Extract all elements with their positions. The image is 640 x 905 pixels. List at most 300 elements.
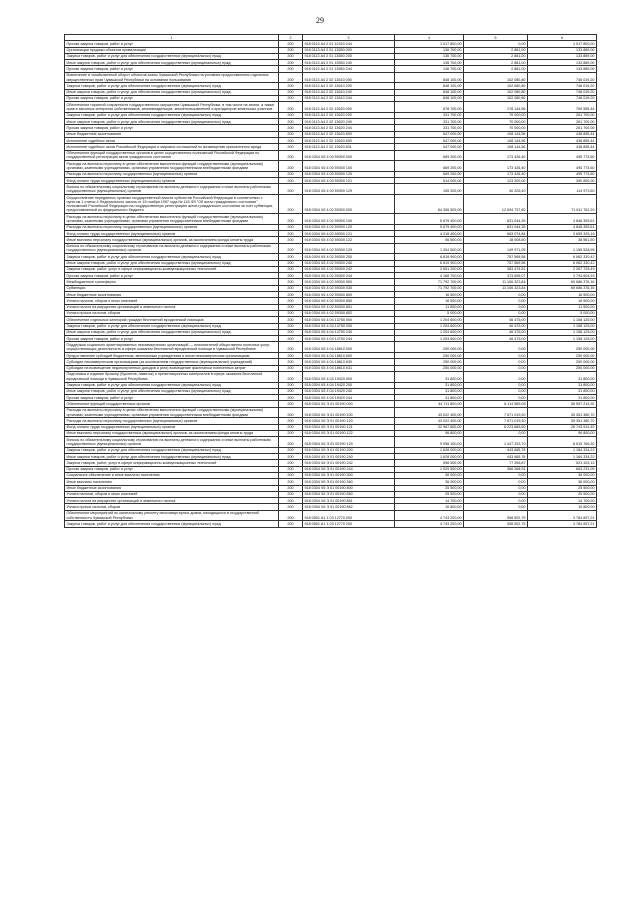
row-code-cell: 200 (279, 125, 303, 131)
row-executed-cell: 0,00 (464, 292, 528, 298)
row-unexecuted-cell: 133 889,00 (528, 47, 597, 53)
row-kbk-cell: 918 0113 А4 2 01 12320 244 (303, 41, 395, 47)
row-kbk-cell: 918 0304 Ч5 4 04 19420 000 (303, 371, 395, 382)
row-executed-cell: 443 665,78 (464, 447, 528, 453)
row-executed-cell: 178 144,56 (464, 102, 528, 113)
row-code-cell: 200 (279, 60, 303, 66)
row-unexecuted-cell: 495 773,60 (528, 171, 597, 177)
row-kbk-cell: 918 0304 Ч5 Э 01 00190 360 (303, 479, 395, 485)
row-kbk-cell: 918 0113 А4 2 02 13610 240 (303, 89, 395, 95)
row-unexecuted-cell: 3 784 697,21 (528, 521, 597, 527)
header-cell-col3: 3 (303, 35, 395, 41)
row-approved-cell: 1 017 800,00 (395, 41, 464, 47)
row-code-cell: 200 (279, 260, 303, 266)
row-name-cell: Прочая закупка товаров, работ и услуг (65, 125, 279, 131)
row-executed-cell: 173 426,40 (464, 150, 528, 161)
row-approved-cell: 43 022 400,00 (395, 407, 464, 418)
row-kbk-cell: 918 0304 Ч5 4 02 59300 121 (303, 231, 395, 237)
row-approved-cell: 136 700,00 (395, 60, 464, 66)
row-executed-cell: 46 475,00 (464, 336, 528, 342)
table-row (65, 510, 597, 521)
row-approved-cell: 10 800,00 (395, 504, 464, 510)
row-executed-cell: 70 000,00 (464, 112, 528, 118)
row-name-cell: Иные выплаты персоналу государственных (муниципальных) органов, за исключением фонда оплаты труда (65, 430, 279, 436)
row-unexecuted-cell: 133 889,00 (528, 53, 597, 59)
row-approved-cell: 14 700,00 (395, 498, 464, 504)
row-code-cell: 200 (279, 342, 303, 353)
table-row (65, 342, 597, 353)
row-name-cell: Поддержка социально ориентированных некоммерческих организаций — исполнителей общественно полезных услуг, осуществляющих деятельность в сфере оказания бесплатной юридической помощи в Чувашской Республике (65, 342, 279, 353)
row-executed-cell: 2 881,00 (464, 60, 528, 66)
row-code-cell: 200 (279, 491, 303, 497)
row-approved-cell: 25 500,00 (395, 485, 464, 491)
row-code-cell: 200 (279, 479, 303, 485)
row-code-cell: 200 (279, 310, 303, 316)
row-code-cell: 200 (279, 371, 303, 382)
row-code-cell: 200 (279, 144, 303, 150)
row-executed-cell: 40 226,40 (464, 184, 528, 195)
row-name-cell: Иные закупки товаров, работ и услуг для обеспечения государственных (муниципальных) нужд (65, 60, 279, 66)
row-name-cell: Уплата прочих налогов, сборов (65, 504, 279, 510)
row-name-cell: Социальное обеспечение и иные выплаты населению (65, 472, 279, 478)
row-unexecuted-cell: 261 700,00 (528, 125, 597, 131)
row-unexecuted-cell: 250 000,00 (528, 359, 597, 365)
header-cell-col5: 5 (464, 35, 528, 41)
row-kbk-cell: 918 0304 Ч5 4 00 59300 100 (303, 161, 395, 172)
row-name-cell: Фонд оплаты труда государственных (муниципальных) органов (65, 424, 279, 430)
row-code-cell: 200 (279, 171, 303, 177)
row-unexecuted-cell: 495 773,60 (528, 150, 597, 161)
row-code-cell: 200 (279, 401, 303, 407)
row-executed-cell: 123 200,00 (464, 178, 528, 184)
row-kbk-cell: 918 0304 Ч5 4 00 59300 121 (303, 178, 395, 184)
row-code-cell: 200 (279, 66, 303, 72)
row-code-cell: 200 (279, 430, 303, 436)
row-name-cell: Закупка товаров, работ и услуг для обеспечения государственных (муниципальных) нужд (65, 521, 279, 527)
row-unexecuted-cell: 4 848 355,61 (528, 214, 597, 225)
budget-execution-table (64, 34, 597, 528)
row-executed-cell: 108 144,56 (464, 131, 528, 137)
row-unexecuted-cell: 16 500,00 (528, 292, 597, 298)
row-code-cell: 200 (279, 47, 303, 53)
row-executed-cell: 173 426,40 (464, 161, 528, 172)
row-kbk-cell: 918 0304 Ч5 4 00 59300 129 (303, 184, 395, 195)
row-approved-cell: 331 700,00 (395, 119, 464, 125)
row-kbk-cell: 918 0304 Ч5 Э 01 00190 121 (303, 424, 395, 430)
row-executed-cell: 0,00 (464, 359, 528, 365)
row-name-cell: Закупка товаров, работ, услуг в сфере информационно-коммуникационных технологий (65, 460, 279, 466)
row-name-cell: Взносы по обязательному социальному страхованию на выплаты денежного содержания и иные выплаты работникам государственных (муниципальных) органов (65, 184, 279, 195)
row-kbk-cell: 918 0113 А4 2 01 13550 240 (303, 60, 395, 66)
row-name-cell: Закупка товаров, работ и услуг для обеспечения государственных (муниципальных) нужд (65, 323, 279, 329)
row-name-cell: Закупка товаров, работ и услуг для обеспечения государственных (муниципальных) нужд (65, 53, 279, 59)
row-executed-cell: 102 080,80 (464, 89, 528, 95)
row-kbk-cell: 918 0501 А1 1 03 12770 000 (303, 510, 395, 521)
row-executed-cell: 0,00 (464, 353, 528, 359)
row-name-cell: Закупка товаров, работ и услуг для обеспечения государственных (муниципальных) нужд (65, 112, 279, 118)
row-name-cell: Расходы на выплаты персоналу государственных (муниципальных) органов (65, 224, 279, 230)
row-unexecuted-cell: 3 794 604,93 (528, 273, 597, 279)
row-name-cell: Иные закупки товаров, работ и услуг для обеспечения государственных (муниципальных) нужд (65, 388, 279, 394)
row-name-cell: Расходы на выплаты персоналу в целях обеспечения выполнения функций государственными (муниципальными) органами, казенными учреждениями, органами управления государственными внебюджетными фондами (65, 161, 279, 172)
row-code-cell: 200 (279, 195, 303, 214)
row-unexecuted-cell: 5 000,00 (528, 310, 597, 316)
row-name-cell: Исполнение судебных актов (65, 138, 279, 144)
row-name-cell: Субсидии на возмещение недополученных доходов и (или) возмещение фактически понесенных затрат (65, 365, 279, 371)
row-unexecuted-cell: 36 597 214,92 (528, 401, 597, 407)
row-unexecuted-cell: 60 686 376,16 (528, 279, 597, 285)
row-kbk-cell: 918 0113 А4 2 01 13550 200 (303, 53, 395, 59)
row-code-cell: 200 (279, 498, 303, 504)
row-unexecuted-cell: 8 510 766,30 (528, 437, 597, 448)
row-unexecuted-cell: 1 017 800,00 (528, 41, 597, 47)
row-executed-cell: 7 671 019,30 (464, 407, 528, 418)
row-approved-cell: 36 000,00 (395, 479, 464, 485)
row-approved-cell: 4 318 400,00 (395, 231, 464, 237)
row-unexecuted-cell: 1 158 125,00 (528, 336, 597, 342)
row-code-cell: 200 (279, 83, 303, 89)
table-row (65, 243, 597, 254)
row-kbk-cell: 918 0304 Ч5 4 04 13750 244 (303, 336, 395, 342)
row-approved-cell: 16 500,00 (395, 298, 464, 304)
row-executed-cell: 831 044,39 (464, 224, 528, 230)
row-code-cell: 200 (279, 460, 303, 466)
table-row (65, 72, 597, 83)
row-code-cell: 200 (279, 466, 303, 472)
row-unexecuted-cell: 31 800,00 (528, 388, 597, 394)
row-kbk-cell: 918 0304 Ч5 Э 01 00190 852 (303, 504, 395, 510)
row-name-cell: Предоставление субсидий бюджетным, автономным учреждениям и иным некоммерческим организациям (65, 353, 279, 359)
row-executed-cell: 383 474,51 (464, 266, 528, 272)
row-unexecuted-cell: 438 855,44 (528, 138, 597, 144)
row-name-cell: Закупка товаров, работ и услуг для обеспечения государственных (муниципальных) нужд (65, 447, 279, 453)
row-unexecuted-cell: 10 800,00 (528, 504, 597, 510)
row-executed-cell: 831 044,39 (464, 214, 528, 225)
row-kbk-cell: 918 0304 Ч5 4 02 59300 244 (303, 273, 395, 279)
row-name-cell: Подготовка и издание брошюр (буклетов, памяток) и презентационных материалов в сфере оказания бесплатной юридической помощи в Чувашской Республике (65, 371, 279, 382)
row-approved-cell: 16 500,00 (395, 292, 464, 298)
row-name-cell: Иные закупки товаров, работ и услуг для обеспечения государственных (муниципальных) нужд (65, 260, 279, 266)
row-approved-cell: 1 628 000,00 (395, 447, 464, 453)
row-kbk-cell: 918 0304 Ч5 4 04 13750 000 (303, 317, 395, 323)
row-approved-cell: 669 200,00 (395, 171, 464, 177)
row-unexecuted-cell: 6 062 330,42 (528, 254, 597, 260)
row-unexecuted-cell: 31 800,00 (528, 371, 597, 382)
row-code-cell: 200 (279, 131, 303, 137)
row-name-cell: Межбюджетные трансферты (65, 279, 279, 285)
row-approved-cell: 547 000,00 (395, 131, 464, 137)
row-code-cell: 200 (279, 279, 303, 285)
row-name-cell: Иные закупки товаров, работ и услуг для обеспечения государственных (муниципальных) нужд (65, 89, 279, 95)
row-approved-cell: 331 700,00 (395, 112, 464, 118)
row-kbk-cell: 918 0304 Ч5 4 02 59300 850 (303, 298, 395, 304)
row-name-cell: Прочая закупка товаров, работ и услуг (65, 95, 279, 101)
row-approved-cell: 514 000,00 (395, 178, 464, 184)
row-approved-cell: 331 700,00 (395, 125, 464, 131)
row-approved-cell: 136 700,00 (395, 66, 464, 72)
row-name-cell: Обеспечение функций государственных органов в целях осуществления полномочий Российской Федерации по государственной регистрации актов гражданского состояния (65, 150, 279, 161)
row-unexecuted-cell: 11 500,00 (528, 304, 597, 310)
row-kbk-cell: 918 0304 Ч5 4 04 18610 631 (303, 365, 395, 371)
row-code-cell: 200 (279, 437, 303, 448)
row-name-cell: Иные выплаты населению (65, 479, 279, 485)
row-code-cell: 200 (279, 329, 303, 335)
row-name-cell: Закупка товаров, работ и услуг для обеспечения государственных (муниципальных) нужд (65, 83, 279, 89)
row-unexecuted-cell: 36 000,00 (528, 479, 597, 485)
row-name-cell: Взносы по обязательному социальному страхованию на выплаты денежного содержания и иные выплаты работникам государственных (муниципальных) органов (65, 243, 279, 254)
row-kbk-cell: 918 0113 А4 2 02 13610 244 (303, 95, 395, 101)
row-approved-cell: 96 800,00 (395, 430, 464, 436)
row-executed-cell: 102 080,80 (464, 83, 528, 89)
row-code-cell: 200 (279, 485, 303, 491)
row-kbk-cell: 918 0304 Ч5 4 04 13750 240 (303, 329, 395, 335)
row-kbk-cell: 918 0304 Ч5 Э 01 00190 244 (303, 466, 395, 472)
row-kbk-cell: 918 0304 Ч5 4 04 18610 000 (303, 342, 395, 353)
row-executed-cell: 443 665,78 (464, 454, 528, 460)
row-approved-cell: 1 204 600,00 (395, 323, 464, 329)
row-code-cell: 200 (279, 323, 303, 329)
row-executed-cell: 0,00 (464, 430, 528, 436)
row-executed-cell: 373 695,07 (464, 273, 528, 279)
row-kbk-cell: 918 0304 Ч5 4 02 59300 100 (303, 214, 395, 225)
row-kbk-cell: 918 0304 Ч5 Э 01 00190 129 (303, 437, 395, 448)
row-executed-cell: 108 144,56 (464, 138, 528, 144)
row-unexecuted-cell: 261 700,00 (528, 112, 597, 118)
row-executed-cell: 958 502,79 (464, 510, 528, 521)
row-unexecuted-cell: 133 889,00 (528, 60, 597, 66)
row-code-cell: 200 (279, 353, 303, 359)
row-approved-cell: 25 500,00 (395, 491, 464, 497)
row-code-cell: 200 (279, 273, 303, 279)
row-unexecuted-cell: 495 773,60 (528, 161, 597, 172)
row-executed-cell: 0,00 (464, 382, 528, 388)
row-code-cell: 200 (279, 102, 303, 113)
row-name-cell: Фонд оплаты труда государственных (муниципальных) органов (65, 178, 279, 184)
row-approved-cell: 11 500,00 (395, 304, 464, 310)
row-name-cell: Прочая закупка товаров, работ и услуг (65, 273, 279, 279)
row-unexecuted-cell: 71 611 762,20 (528, 195, 597, 214)
row-code-cell: 200 (279, 317, 303, 323)
row-unexecuted-cell: 31 800,00 (528, 395, 597, 401)
row-unexecuted-cell: 2 267 725,49 (528, 266, 597, 272)
row-kbk-cell: 918 0304 Ч5 Э 01 00190 240 (303, 454, 395, 460)
row-executed-cell: 0,00 (464, 504, 528, 510)
row-unexecuted-cell: 1 184 334,22 (528, 454, 597, 460)
row-kbk-cell: 918 0113 А4 2 02 13620 000 (303, 102, 395, 113)
row-approved-cell: 2 651 200,00 (395, 266, 464, 272)
row-approved-cell: 136 700,00 (395, 47, 464, 53)
row-name-cell: Уплата налогов, сборов и иных платежей (65, 298, 279, 304)
row-code-cell: 200 (279, 454, 303, 460)
row-executed-cell: 0,00 (464, 304, 528, 310)
row-name-cell: Прочая закупка товаров, работ и услуг (65, 41, 279, 47)
row-executed-cell: 46 475,00 (464, 329, 528, 335)
row-name-cell: Расходы на выплаты персоналу в целях обеспечения выполнения функций государственными (муниципальными) органами, казенными учреждениями, органами управления государственными внебюджетными фондами (65, 407, 279, 418)
row-approved-cell: 6 819 900,00 (395, 254, 464, 260)
row-approved-cell: 9 958 100,00 (395, 437, 464, 448)
row-code-cell: 200 (279, 41, 303, 47)
row-name-cell: Иные закупки товаров, работ и услуг для обеспечения государственных (муниципальных) нужд (65, 119, 279, 125)
row-unexecuted-cell: 35 351 380,70 (528, 418, 597, 424)
row-executed-cell: 70 000,00 (464, 119, 528, 125)
row-kbk-cell: 918 0113 А4 2 01 13550 244 (303, 66, 395, 72)
table-row (65, 150, 597, 161)
row-executed-cell: 102 080,80 (464, 72, 528, 83)
row-unexecuted-cell: 250 000,00 (528, 365, 597, 371)
row-executed-cell: 757 569,58 (464, 254, 528, 260)
row-unexecuted-cell: 1 158 125,00 (528, 323, 597, 329)
table-body (65, 35, 597, 528)
row-approved-cell: 250 000,00 (395, 359, 464, 365)
row-executed-cell: 0,00 (464, 485, 528, 491)
row-executed-cell: 0,00 (464, 395, 528, 401)
row-approved-cell: 250 000,00 (395, 353, 464, 359)
table-row (65, 521, 597, 527)
row-executed-cell: 77 396,87 (464, 460, 528, 466)
row-name-cell: Расходы на выплаты персоналу государственных (муниципальных) органов (65, 171, 279, 177)
row-code-cell: 200 (279, 237, 303, 243)
table-row (65, 371, 597, 382)
row-code-cell: 200 (279, 365, 303, 371)
row-name-cell: Закупка товаров, работ и услуг для обеспечения государственных (муниципальных) нужд (65, 254, 279, 260)
row-approved-cell: 136 700,00 (395, 53, 464, 59)
row-name-cell: Иные закупки товаров, работ и услуг для обеспечения государственных (муниципальных) нужд (65, 329, 279, 335)
row-unexecuted-cell: 1 155 528,95 (528, 243, 597, 254)
row-code-cell: 200 (279, 359, 303, 365)
budget-execution-table-container (64, 34, 595, 528)
row-executed-cell: 366 268,91 (464, 466, 528, 472)
row-executed-cell: 0,00 (464, 342, 528, 353)
row-approved-cell: 1 628 000,00 (395, 454, 464, 460)
row-executed-cell: 2 881,00 (464, 47, 528, 53)
row-kbk-cell: 918 0113 А4 2 02 13620 830 (303, 138, 395, 144)
row-code-cell: 200 (279, 138, 303, 144)
row-executed-cell: 2 881,00 (464, 66, 528, 72)
row-unexecuted-cell: 14 700,00 (528, 498, 597, 504)
row-approved-cell: 1 304 500,00 (395, 243, 464, 254)
row-approved-cell: 4 743 200,00 (395, 510, 464, 521)
row-code-cell: 200 (279, 504, 303, 510)
row-unexecuted-cell: 25 500,00 (528, 491, 597, 497)
table-row (65, 184, 597, 195)
row-approved-cell: 5 000,00 (395, 310, 464, 316)
row-kbk-cell: 918 0304 Ч5 Э 01 00190 120 (303, 418, 395, 424)
row-approved-cell: 250 000,00 (395, 365, 464, 371)
row-unexecuted-cell: 60 686 376,16 (528, 285, 597, 291)
row-code-cell: 200 (279, 382, 303, 388)
row-name-cell: Взносы по обязательному социальному страхованию на выплаты денежного содержания и иные выплаты работникам государственных (муниципальных) органов (65, 437, 279, 448)
row-kbk-cell: 918 0501 А1 1 03 12770 200 (303, 521, 395, 527)
row-code-cell: 200 (279, 395, 303, 401)
row-code-cell: 200 (279, 418, 303, 424)
row-name-cell: Организация продажи объектов приватизации (65, 47, 279, 53)
row-executed-cell: 7 671 019,30 (464, 418, 528, 424)
row-unexecuted-cell: 25 500,00 (528, 485, 597, 491)
row-code-cell: 200 (279, 254, 303, 260)
row-name-cell: Субсидии некоммерческим организациям (за исключением государственных (муниципальных) учреждений) (65, 359, 279, 365)
row-name-cell: Исполнение судебных актов Российской Федерации и мировых соглашений по возмещению причиненного вреда (65, 144, 279, 150)
row-name-cell: Расходы на выплаты персоналу государственных (муниципальных) органов (65, 418, 279, 424)
row-name-cell: Уплата налога на имущество организаций и земельного налога (65, 304, 279, 310)
row-code-cell: 200 (279, 447, 303, 453)
row-kbk-cell: 918 0304 Ч5 4 02 59300 240 (303, 260, 395, 266)
row-kbk-cell: 918 0304 Ч5 Э 01 00190 851 (303, 498, 395, 504)
row-name-cell: Иные бюджетные ассигнования (65, 292, 279, 298)
row-kbk-cell: 918 0113 А4 2 02 13610 000 (303, 72, 395, 83)
row-code-cell: 200 (279, 95, 303, 101)
row-name-cell: Расходы на выплаты персоналу в целях обеспечения выполнения функций государственными (муниципальными) органами, казенными учреждениями, органами управления государственными внебюджетными фондами (65, 214, 279, 225)
row-executed-cell: 958 502,79 (464, 521, 528, 527)
row-executed-cell: 46 475,00 (464, 317, 528, 323)
row-unexecuted-cell: 438 855,44 (528, 144, 597, 150)
row-approved-cell: 669 200,00 (395, 161, 464, 172)
row-name-cell: Прочая закупка товаров, работ и услуг (65, 466, 279, 472)
row-code-cell: 200 (279, 388, 303, 394)
header-cell-col2: 2 (279, 35, 303, 41)
row-code-cell: 200 (279, 224, 303, 230)
row-kbk-cell: 918 0304 Ч5 4 02 59300 120 (303, 224, 395, 230)
row-executed-cell: 8 114 585,08 (464, 401, 528, 407)
row-code-cell: 200 (279, 292, 303, 298)
table-row (65, 102, 597, 113)
row-executed-cell: 46 475,00 (464, 323, 528, 329)
row-name-cell: Уплата налога на имущество организаций и земельного налога (65, 498, 279, 504)
row-approved-cell: 1 029 500,00 (395, 466, 464, 472)
row-code-cell: 200 (279, 89, 303, 95)
row-kbk-cell: 918 0304 Ч5 4 02 59300 122 (303, 237, 395, 243)
row-approved-cell: 1 204 600,00 (395, 336, 464, 342)
row-code-cell: 200 (279, 407, 303, 418)
row-kbk-cell: 918 0304 Ч5 Э 01 00190 242 (303, 460, 395, 466)
row-approved-cell: 31 800,00 (395, 382, 464, 388)
row-name-cell: Обеспечение функций государственных органов (65, 401, 279, 407)
row-kbk-cell: 918 0304 Ч5 Э 01 00190 850 (303, 491, 395, 497)
row-approved-cell: 878 700,00 (395, 102, 464, 113)
row-name-cell: Прочая закупка товаров, работ и услуг (65, 336, 279, 342)
row-kbk-cell: 918 0304 Ч5 4 02 59300 530 (303, 285, 395, 291)
row-approved-cell: 848 100,00 (395, 83, 464, 89)
row-unexecuted-cell: 390 800,00 (528, 178, 597, 184)
row-kbk-cell: 918 0304 Ч5 4 02 59300 242 (303, 266, 395, 272)
row-code-cell: 200 (279, 298, 303, 304)
row-approved-cell: 84 306 500,00 (395, 195, 464, 214)
row-approved-cell: 598 500,00 (395, 460, 464, 466)
row-executed-cell: 108 144,56 (464, 144, 528, 150)
row-approved-cell: 250 000,00 (395, 342, 464, 353)
row-name-cell: Прочая закупка товаров, работ и услуг (65, 395, 279, 401)
row-unexecuted-cell: 114 973,60 (528, 184, 597, 195)
row-unexecuted-cell: 36 000,00 (528, 472, 597, 478)
table-row (65, 195, 597, 214)
row-code-cell: 200 (279, 510, 303, 521)
row-approved-cell: 1 204 600,00 (395, 329, 464, 335)
table-row (65, 214, 597, 225)
row-approved-cell: 32 967 600,00 (395, 424, 464, 430)
row-approved-cell: 5 679 400,00 (395, 214, 464, 225)
row-unexecuted-cell: 6 062 330,42 (528, 260, 597, 266)
row-approved-cell: 43 022 400,00 (395, 418, 464, 424)
row-approved-cell: 1 204 600,00 (395, 317, 464, 323)
row-kbk-cell: 918 0304 Ч5 4 02 59300 800 (303, 292, 395, 298)
row-kbk-cell: 918 0304 Ч5 4 04 19420 244 (303, 395, 395, 401)
row-unexecuted-cell: 250 000,00 (528, 353, 597, 359)
row-code-cell: 200 (279, 243, 303, 254)
row-code-cell: 200 (279, 53, 303, 59)
row-executed-cell: 663 074,84 (464, 231, 528, 237)
row-kbk-cell: 918 0113 А4 2 02 13620 244 (303, 125, 395, 131)
row-approved-cell: 5 679 400,00 (395, 224, 464, 230)
row-kbk-cell: 918 0304 Ч5 4 02 59300 129 (303, 243, 395, 254)
